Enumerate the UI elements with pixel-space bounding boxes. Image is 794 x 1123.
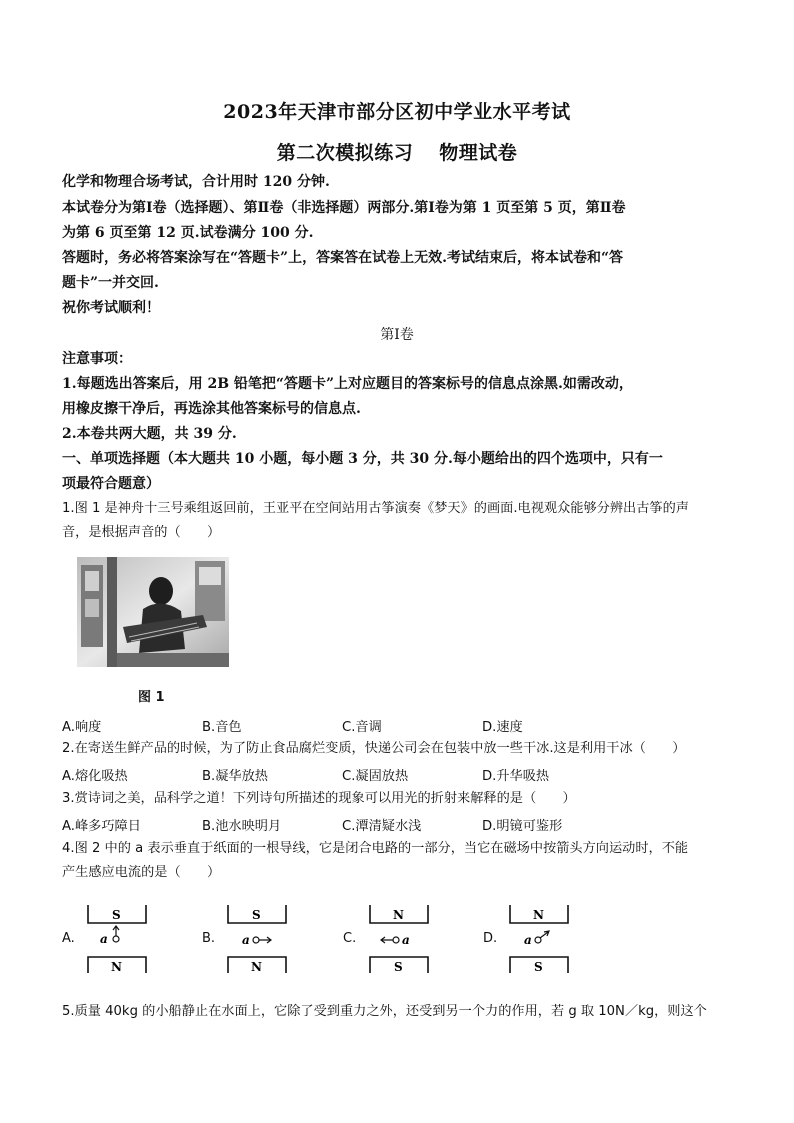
diagram-d xyxy=(508,903,570,975)
diagram-c-wire-label: a xyxy=(402,933,410,947)
diagram-c-label: C. xyxy=(343,931,357,946)
intro-line: 答题时，务必将答案涂写在“答题卡”上，答案答在试卷上无效.考试结束后，将本试卷和“答 xyxy=(62,250,624,266)
arrow-up-right-icon xyxy=(540,931,549,938)
question-3-text: 3.赏诗词之美，品科学之道！下列诗句所描述的现象可以用光的折射来解释的是（ ） xyxy=(62,791,576,806)
diagram-b-wire-label: a xyxy=(242,933,250,947)
diagram-c-bottom-pole: S xyxy=(394,960,403,974)
notice-heading: 注意事项： xyxy=(62,351,132,367)
notice-line: 1.每题选出答案后，用 2B 铅笔把“答题卡”上对应题目的答案标号的信息点涂黑.如需改动， xyxy=(62,376,633,392)
intro-line: 题卡”一并交回. xyxy=(62,275,159,291)
exam-title: 2023年天津市部分区初中学业水平考试 xyxy=(223,101,571,123)
question-5-text: 5.质量 40kg 的小船静止在水面上，它除了受到重力之外，还受到另一个力的作用，若 g 取 10N／kg，则这个 xyxy=(62,1004,707,1019)
part-heading: 项最符合题意） xyxy=(62,476,160,492)
diagram-a-top-pole: S xyxy=(112,908,121,922)
option-a: A.峰多巧障日 xyxy=(62,819,141,834)
notice-line: 2.本卷共两大题，共 39 分. xyxy=(62,426,237,442)
diagram-b xyxy=(226,903,288,975)
diagram-c xyxy=(368,903,430,975)
intro-line: 祝你考试顺利！ xyxy=(62,300,160,316)
diagram-c-top-pole: N xyxy=(393,908,404,922)
option-a: A.响度 xyxy=(62,720,102,735)
option-c: C.音调 xyxy=(342,720,382,735)
question-1-text: 音，是根据声音的（ ） xyxy=(62,525,221,540)
diagram-d-label: D. xyxy=(483,931,498,946)
diagram-a xyxy=(86,903,148,975)
diagram-d-wire-label: a xyxy=(524,933,532,947)
diagram-d-top-pole: N xyxy=(533,908,544,922)
part-heading: 一、单项选择题（本大题共 10 小题，每小题 3 分，共 30 分.每小题给出的四个选项中，只有一 xyxy=(62,451,663,467)
arrow-up-icon xyxy=(113,926,119,936)
diagram-b-bottom-pole: N xyxy=(251,960,262,974)
subtitle-subject: 物理试卷 xyxy=(439,142,518,164)
subtitle-practice: 第二次模拟练习 xyxy=(276,142,414,164)
figure-1-photo xyxy=(77,557,229,667)
option-b: B.池水映明月 xyxy=(202,819,282,834)
question-4-text: 产生感应电流的是（ ） xyxy=(62,865,221,880)
notice-line: 用橡皮擦干净后，再选涂其他答案标号的信息点. xyxy=(62,401,361,417)
exam-subtitle xyxy=(0,138,794,165)
intro-line: 本试卷分为第Ⅰ卷（选择题）、第Ⅱ卷（非选择题）两部分.第Ⅰ卷为第 1 页至第 5 页，第Ⅱ卷 xyxy=(62,200,626,216)
intro-line: 为第 6 页至第 12 页.试卷满分 100 分. xyxy=(62,225,314,241)
diagram-d-bottom-pole: S xyxy=(534,960,543,974)
option-d: D.明镜可鉴形 xyxy=(482,819,563,834)
intro-line: 化学和物理合场考试，合计用时 120 分钟. xyxy=(62,174,330,190)
option-c: C.凝固放热 xyxy=(342,769,409,784)
option-a: A.熔化吸热 xyxy=(62,769,128,784)
diagram-b-label: B. xyxy=(202,931,216,946)
option-c: C.潭清疑水浅 xyxy=(342,819,422,834)
question-4-text: 4.图 2 中的 a 表示垂直于纸面的一根导线，它是闭合电路的一部分，当它在磁场中按箭头方向运动时，不能 xyxy=(62,841,689,856)
question-1-text: 1.图 1 是神舟十三号乘组返回前，王亚平在空间站用古筝演奏《梦天》的画面.电视观众能够分辨出古筝的声 xyxy=(62,501,689,516)
option-d: D.升华吸热 xyxy=(482,769,550,784)
diagram-a-label: A. xyxy=(62,931,75,946)
option-d: D.速度 xyxy=(482,720,523,735)
figure-1-caption: 图 1 xyxy=(138,690,165,705)
arrow-left-icon xyxy=(381,937,393,943)
arrow-right-icon xyxy=(259,937,271,943)
astronaut-guzheng-image xyxy=(77,557,229,667)
diagram-a-wire-label: a xyxy=(100,932,108,946)
diagram-a-bottom-pole: N xyxy=(111,960,122,974)
option-b: B.凝华放热 xyxy=(202,769,268,784)
option-b: B.音色 xyxy=(202,720,242,735)
diagram-b-top-pole: S xyxy=(252,908,261,922)
section-title: 第Ⅰ卷 xyxy=(380,327,414,343)
question-2-text: 2.在寄送生鲜产品的时候，为了防止食品腐烂变质，快递公司会在包装中放一些干冰.这是利用干冰（ ） xyxy=(62,741,686,756)
